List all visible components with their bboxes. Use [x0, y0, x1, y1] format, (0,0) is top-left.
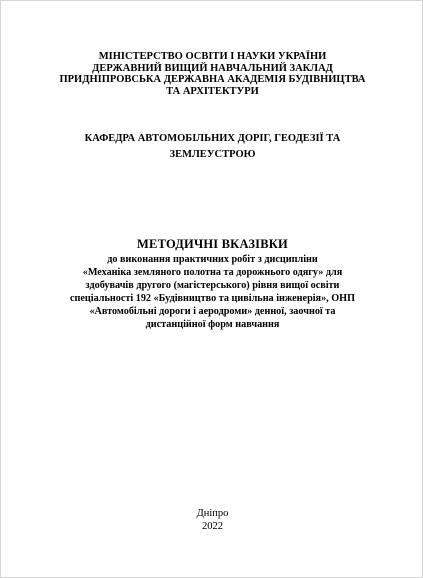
header-line: ТА АРХІТЕКТУРИ — [166, 85, 259, 97]
document-title — [1, 237, 423, 251]
department-line: ЗЕМЛЕУСТРОЮ — [169, 149, 256, 160]
department-line: КАФЕДРА АВТОМОБІЛЬНИХ ДОРІГ, ГЕОДЕЗІЇ ТА — [84, 133, 341, 144]
description-line: «Механіка земляного полотна та дорожнього одягу» для — [82, 267, 343, 279]
description-line: дистанційної форм навчання — [145, 319, 280, 331]
department-name — [1, 131, 423, 163]
header-line: МІНІСТЕРСТВО ОСВІТИ І НАУКИ УКРАЇНИ — [98, 51, 327, 62]
description-line: «Автомобільні дороги і аеродроми» денної, заочної та — [89, 306, 336, 318]
ministry-header — [1, 51, 423, 97]
description-line: до виконання практичних робіт з дисципліни — [107, 254, 318, 265]
header-line: ДЕРЖАВНИЙ ВИЩИЙ НАВЧАЛЬНИЙ ЗАКЛАД — [92, 62, 333, 74]
document-description — [1, 253, 423, 332]
header-line: ПРИДНІПРОВСЬКА ДЕРЖАВНА АКАДЕМІЯ БУДІВНИЦТВА — [59, 74, 366, 85]
description-line: здобувачів другого (магістерського) рівня вищої освіти — [85, 280, 340, 292]
document-title-text: МЕТОДИЧНІ ВКАЗІВКИ — [137, 237, 288, 251]
description-line: спеціальності 192 «Будівництво та цивільна інженерія», ОНП — [69, 293, 356, 305]
publication-info — [1, 507, 423, 533]
publication-city: Дніпро — [196, 508, 229, 519]
publication-year: 2022 — [202, 521, 223, 532]
